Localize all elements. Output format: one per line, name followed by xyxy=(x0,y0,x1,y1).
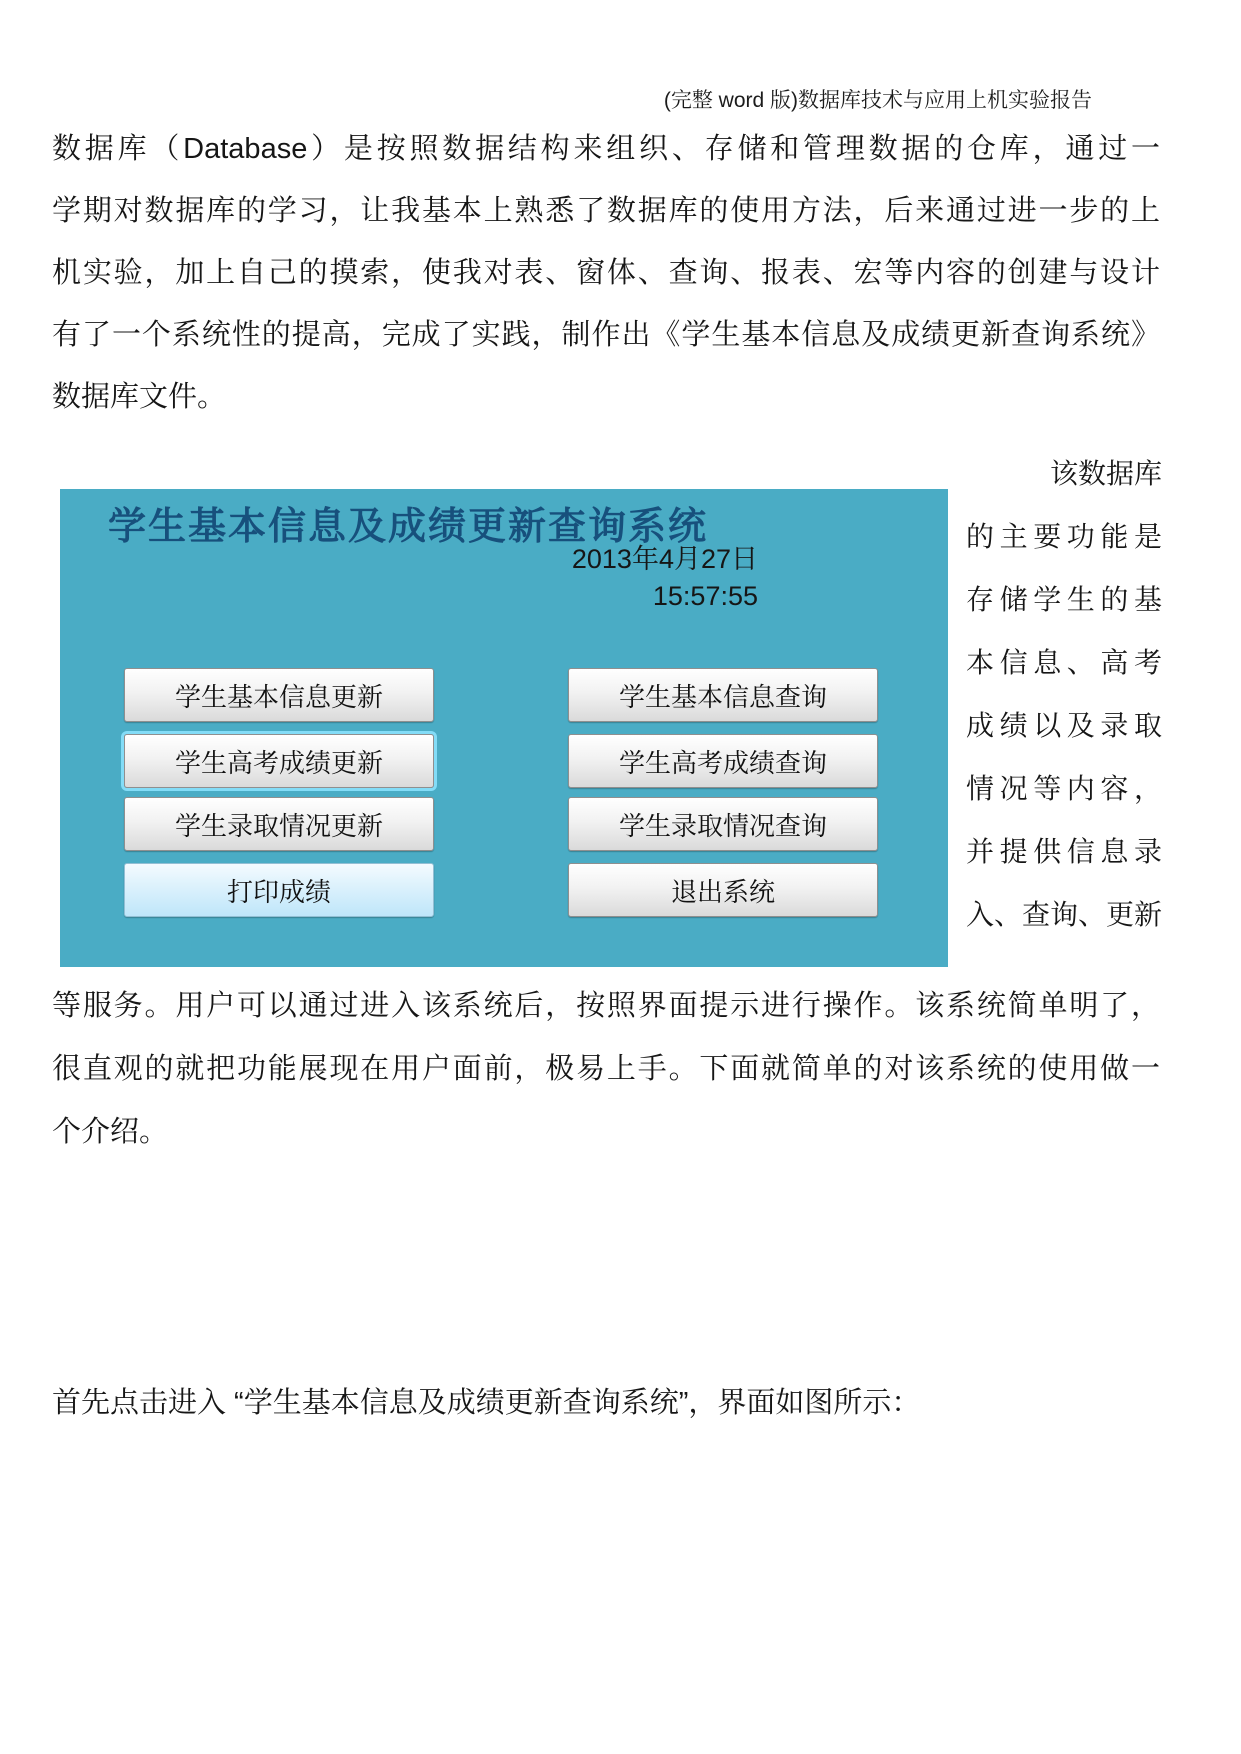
app-date: 2013年4月27日 xyxy=(571,544,758,574)
app-time: 15:57:55 xyxy=(652,581,758,611)
paragraph-line: 很直观的就把功能展现在用户面前，极易上手。下面就简单的对该系统的使用做一 xyxy=(52,1053,1160,1085)
paragraph-line: 个介绍。 xyxy=(52,1116,169,1148)
wrapped-side-text xyxy=(966,442,1162,946)
side-text-line: 本信息、高考 xyxy=(966,647,1162,678)
side-text-line: 存储学生的基 xyxy=(966,584,1162,615)
side-text-line: 并提供信息录 xyxy=(966,836,1162,867)
side-text-line: 该数据库 xyxy=(1049,458,1162,489)
paragraph-line: 数据库文件。 xyxy=(52,381,227,413)
exit-system-button[interactable]: 退出系统 xyxy=(568,863,878,917)
paragraph-enter-system xyxy=(52,1372,1160,1434)
print-score-button[interactable]: 打印成绩 xyxy=(124,863,434,917)
paragraph-line: 机实验，加上自己的摸索，使我对表、窗体、查询、报表、宏等内容的创建与设计 xyxy=(52,257,1160,289)
student-admission-update-button[interactable]: 学生录取情况更新 xyxy=(124,797,434,851)
paragraph-line: 首先点击进入 “学生基本信息及成绩更新查询系统”，界面如图所示： xyxy=(52,1387,921,1419)
paragraph-line: 有了一个系统性的提高，完成了实践，制作出《学生基本信息及成绩更新查询系统》 xyxy=(52,319,1160,351)
side-text-line: 的主要功能是 xyxy=(966,521,1162,552)
student-admission-query-button[interactable]: 学生录取情况查询 xyxy=(568,797,878,851)
paragraph-line: 数据库（Database）是按照数据结构来组织、存储和管理数据的仓库，通过一 xyxy=(52,133,1160,165)
paragraph-intro xyxy=(52,118,1160,428)
side-text-line: 成绩以及录取 xyxy=(966,710,1162,741)
app-screenshot-image xyxy=(60,489,948,967)
paragraph-line: 学期对数据库的学习，让我基本上熟悉了数据库的使用方法，后来通过进一步的上 xyxy=(52,195,1160,227)
student-basic-info-query-button[interactable]: 学生基本信息查询 xyxy=(568,668,878,722)
side-text-line: 情况等内容， xyxy=(966,773,1162,804)
app-datetime xyxy=(572,541,758,615)
student-basic-info-update-button[interactable]: 学生基本信息更新 xyxy=(124,668,434,722)
student-gaokao-score-update-button[interactable]: 学生高考成绩更新 xyxy=(124,734,434,788)
paragraph-line: 等服务。用户可以通过进入该系统后，按照界面提示进行操作。该系统简单明了， xyxy=(52,990,1160,1022)
document-header: (完整 word 版)数据库技术与应用上机实验报告 xyxy=(663,89,1092,112)
side-text-line: 入、查询、更新 xyxy=(966,899,1163,930)
app-title: 学生基本信息及成绩更新查询系统 xyxy=(108,506,709,548)
paragraph-usage xyxy=(52,975,1160,1164)
student-gaokao-score-query-button[interactable]: 学生高考成绩查询 xyxy=(568,734,878,788)
